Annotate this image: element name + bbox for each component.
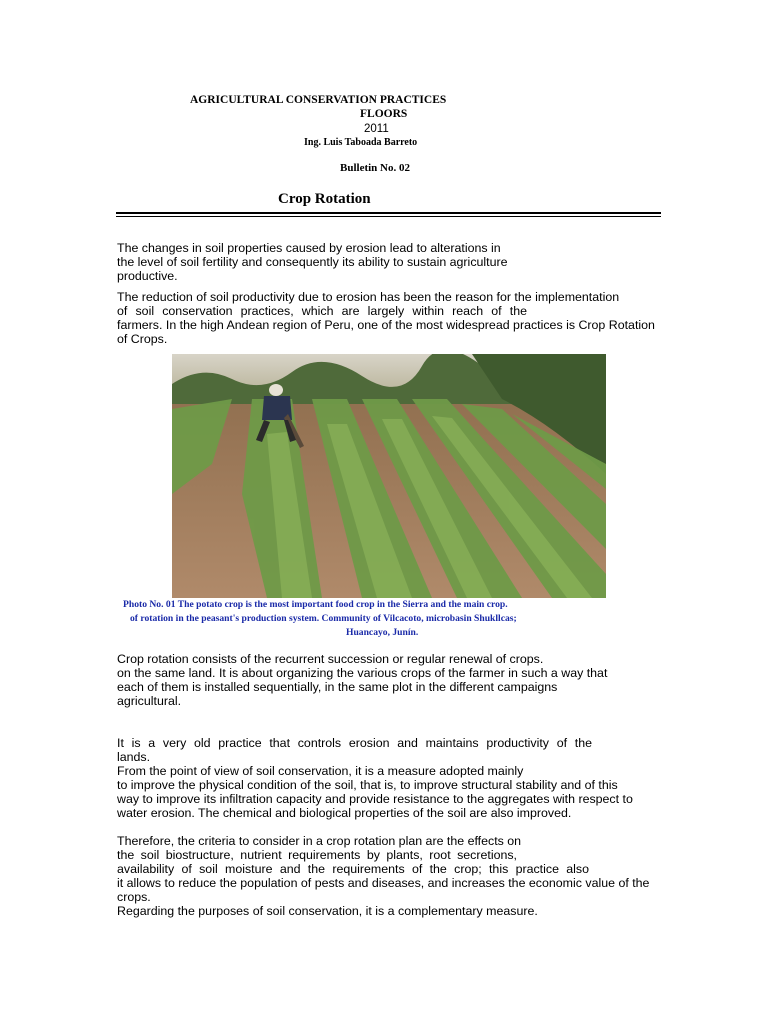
paragraph-line: Regarding the purposes of soil conservation, it is a complementary measure.: [117, 904, 538, 918]
title-rule-thick: [116, 212, 661, 214]
paragraph-line: From the point of view of soil conservation, it is a measure adopted mainly: [117, 764, 524, 778]
paragraph-2: [117, 290, 655, 346]
paragraph-line: to improve the physical condition of the soil, that is, to improve structural stability and of this: [117, 778, 618, 792]
paragraph-line: way to improve its infiltration capacity and provide resistance to the aggregates with respect to: [117, 792, 633, 806]
paragraph-line: on the same land. It is about organizing the various crops of the farmer in such a way that: [117, 666, 608, 680]
paragraph-5: [117, 834, 677, 918]
paragraph-line: The reduction of soil productivity due to erosion has been the reason for the implementation: [117, 290, 620, 304]
header-line-2: FLOORS: [360, 108, 408, 120]
paragraph-line: crops.: [117, 890, 151, 904]
paragraph-line: Therefore, the criteria to consider in a crop rotation plan are the effects on: [117, 834, 522, 848]
paragraph-3: [117, 652, 677, 708]
paragraph-line: availability of soil moisture and the requirements of the crop; this practice also: [117, 862, 589, 876]
header-year: 2011: [364, 123, 389, 135]
caption-line: of rotation in the peasant's production system. Community of Vilcacoto, microbasin Shukllcas;: [130, 613, 517, 624]
paragraph-line: It is a very old practice that controls erosion and maintains productivity of the: [117, 736, 592, 750]
caption-line: Huancayo, Junín.: [346, 627, 419, 638]
paragraph-line: farmers. In the high Andean region of Peru, one of the most widespread practices is Crop Rotation: [117, 318, 655, 332]
paragraph-line: the soil biostructure, nutrient requirements by plants, root secretions,: [117, 848, 517, 862]
paragraph-line: water erosion. The chemical and biological properties of the soil are also improved.: [117, 806, 572, 820]
header-author: Ing. Luis Taboada Barreto: [304, 137, 418, 148]
paragraph-line: each of them is installed sequentially, in the same plot in the different campaigns: [117, 680, 558, 694]
photo-caption: [110, 598, 670, 640]
paragraph-line: of soil conservation practices, which are largely within reach of the: [117, 304, 527, 318]
potato-field-photo: [172, 354, 606, 598]
paragraph-line: Crop rotation consists of the recurrent succession or regular renewal of crops.: [117, 652, 544, 666]
paragraph-line: agricultural.: [117, 694, 182, 708]
bulletin-number: Bulletin No. 02: [340, 162, 410, 174]
paragraph-line: of Crops.: [117, 332, 168, 346]
paragraph-line: it allows to reduce the population of pests and diseases, and increases the economic value of the: [117, 876, 650, 890]
paragraph-1: [117, 241, 677, 283]
title-rule-thin: [116, 216, 661, 217]
paragraph-line: The changes in soil properties caused by erosion lead to alterations in: [117, 241, 501, 255]
caption-line: Photo No. 01 The potato crop is the most important food crop in the Sierra and the main crop.: [123, 599, 508, 610]
paragraph-line: productive.: [117, 269, 178, 283]
paragraph-4: [117, 736, 677, 820]
paragraph-line: lands.: [117, 750, 151, 764]
page-title: Crop Rotation: [278, 191, 371, 207]
header-line-1: AGRICULTURAL CONSERVATION PRACTICES: [190, 94, 447, 106]
paragraph-line: the level of soil fertility and consequently its ability to sustain agriculture: [117, 255, 508, 269]
